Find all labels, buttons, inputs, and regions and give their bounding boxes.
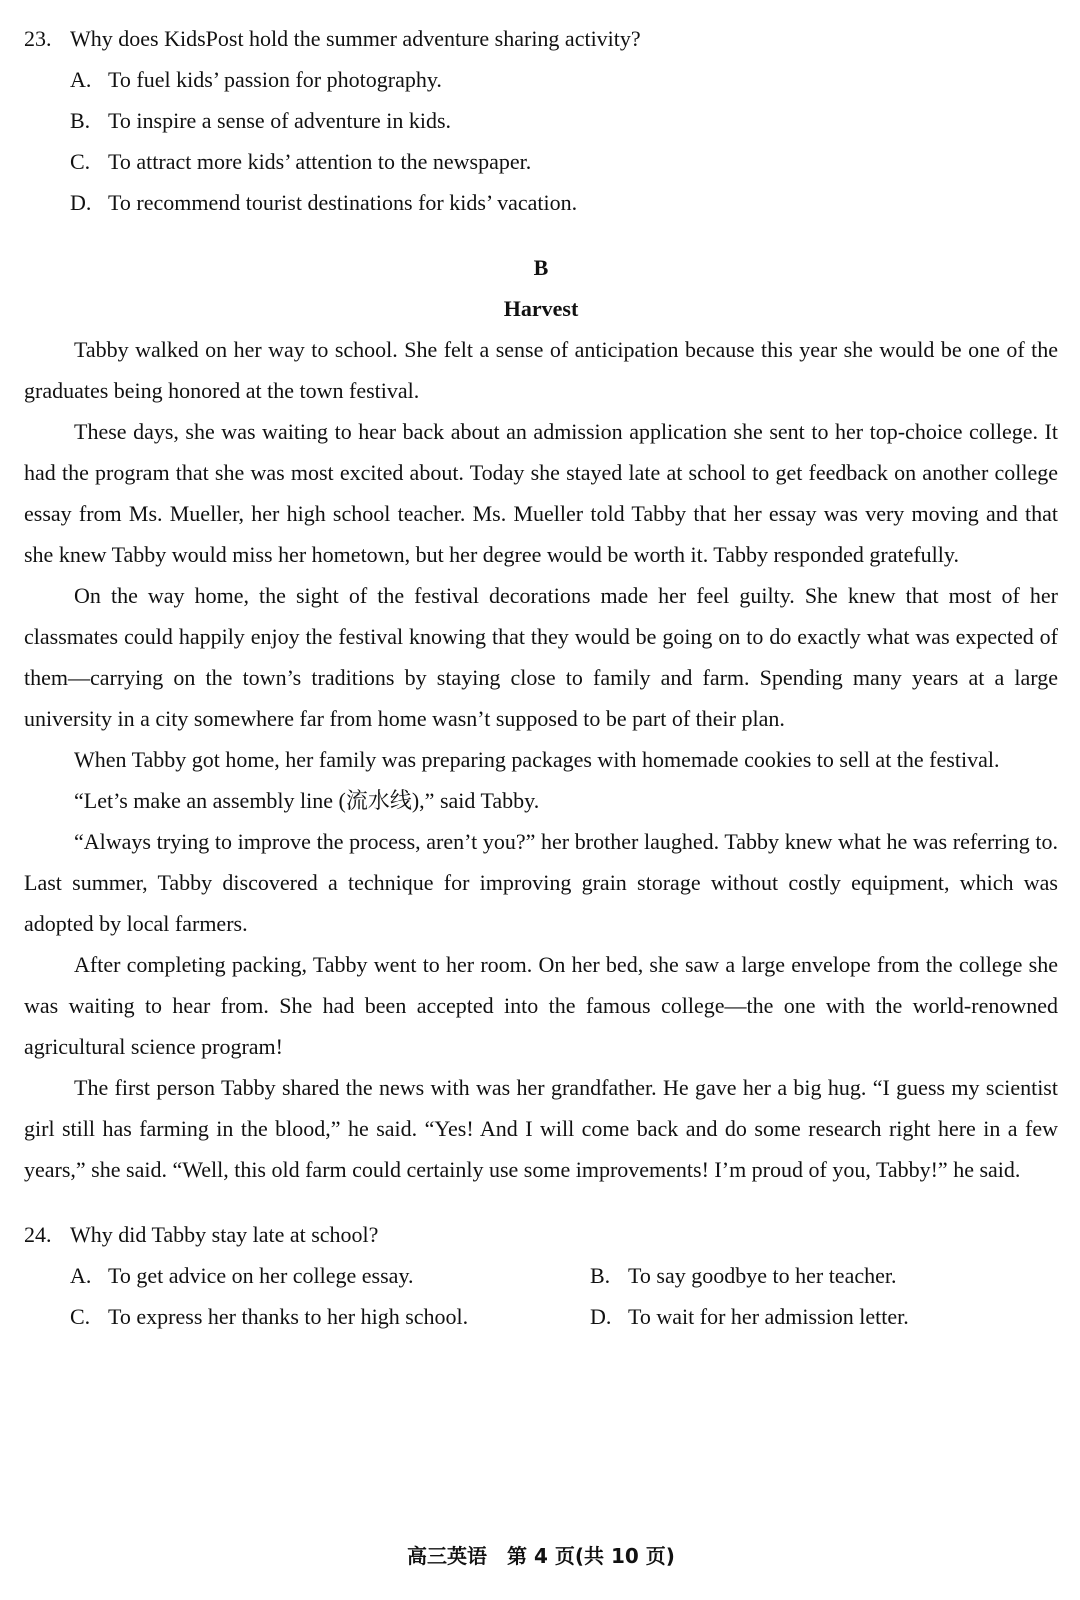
question-number: 23.: [24, 26, 52, 51]
paragraph: These days, she was waiting to hear back about an admission application she sent to her top-choice college. It had the program that she was most excited about. Today she stayed late at school to get feedback on another college essay from Ms. Mueller, her high school teacher. Ms. Mueller told Tabby that her essay was very moving and that she knew Tabby would miss her hometown, but her degree would be worth it. Tabby responded gratefully.: [24, 419, 1058, 567]
option-text: To attract more kids’ attention to the newspaper.: [108, 149, 532, 174]
paragraph: When Tabby got home, her family was preparing packages with homemade cookies to sell at the festival.: [74, 747, 1000, 772]
option-b: [590, 1255, 1058, 1296]
option-letter: C.: [70, 1304, 91, 1329]
section-letter: B: [533, 255, 549, 280]
option-letter: A.: [70, 67, 92, 92]
option-text: To express her thanks to her high school.: [108, 1304, 469, 1329]
option-text: To get advice on her college essay.: [108, 1263, 414, 1288]
option-d: [24, 182, 1058, 223]
option-text: To say goodbye to her teacher.: [628, 1263, 897, 1288]
paragraph: The first person Tabby shared the news with was her grandfather. He gave her a big hug. “I guess my scientist girl still has farming in the blood,” he said. “Yes! And I will come back and do some research right here in a few years,” she said. “Well, this old farm could certainly use some improvements! I’m proud of you, Tabby!” he said.: [24, 1075, 1058, 1182]
question-stem: [24, 1214, 1058, 1255]
question-text: Why does KidsPost hold the summer adventure sharing activity?: [70, 26, 641, 51]
option-text: To wait for her admission letter.: [628, 1304, 909, 1329]
question-text: Why did Tabby stay late at school?: [70, 1222, 379, 1247]
paragraph: “Always trying to improve the process, aren’t you?” her brother laughed. Tabby knew what he was referring to. Last summer, Tabby discovered a technique for improving grain storage without costly equipment, which was adopted by local farmers.: [24, 829, 1058, 936]
paragraph: “Let’s make an assembly line (流水线),” said Tabby.: [74, 788, 540, 813]
option-letter: D.: [590, 1304, 612, 1329]
option-letter: B.: [70, 108, 91, 133]
paragraph: Tabby walked on her way to school. She felt a sense of anticipation because this year she would be one of the graduates being honored at the town festival.: [24, 337, 1058, 403]
option-b: [24, 100, 1058, 141]
option-c: [70, 1296, 590, 1337]
question-number: 24.: [24, 1222, 52, 1247]
page-footer: 高三英语 第 4 页(共 10 页): [407, 1544, 675, 1568]
option-a: [70, 1255, 590, 1296]
option-text: To recommend tourist destinations for kids’ vacation.: [108, 190, 578, 215]
option-d: [590, 1296, 1058, 1337]
paragraph: On the way home, the sight of the festival decorations made her feel guilty. She knew that most of her classmates could happily enjoy the festival knowing that they would be going on to do exactly what was expected of them—carrying on the town’s traditions by staying close to family and farm. Spending many years at a large university in a city somewhere far from home wasn’t supposed to be part of their plan.: [24, 583, 1058, 731]
option-grid: [24, 1255, 1058, 1337]
option-c: [24, 141, 1058, 182]
option-text: To fuel kids’ passion for photography.: [108, 67, 442, 92]
option-letter: C.: [70, 149, 91, 174]
question-stem: [24, 18, 1058, 59]
option-letter: D.: [70, 190, 92, 215]
paragraph: After completing packing, Tabby went to her room. On her bed, she saw a large envelope from the college she was waiting to hear from. She had been accepted into the famous college—the one with the world-renowned agricultural science program!: [24, 952, 1058, 1059]
option-a: [24, 59, 1058, 100]
option-letter: B.: [590, 1263, 611, 1288]
passage-title: Harvest: [503, 296, 579, 321]
exam-page: [24, 18, 1058, 1588]
question-24: [24, 1214, 1058, 1337]
question-23: [24, 18, 1058, 223]
option-letter: A.: [70, 1263, 92, 1288]
option-text: To inspire a sense of adventure in kids.: [108, 108, 452, 133]
passage-body: [24, 329, 1058, 1190]
